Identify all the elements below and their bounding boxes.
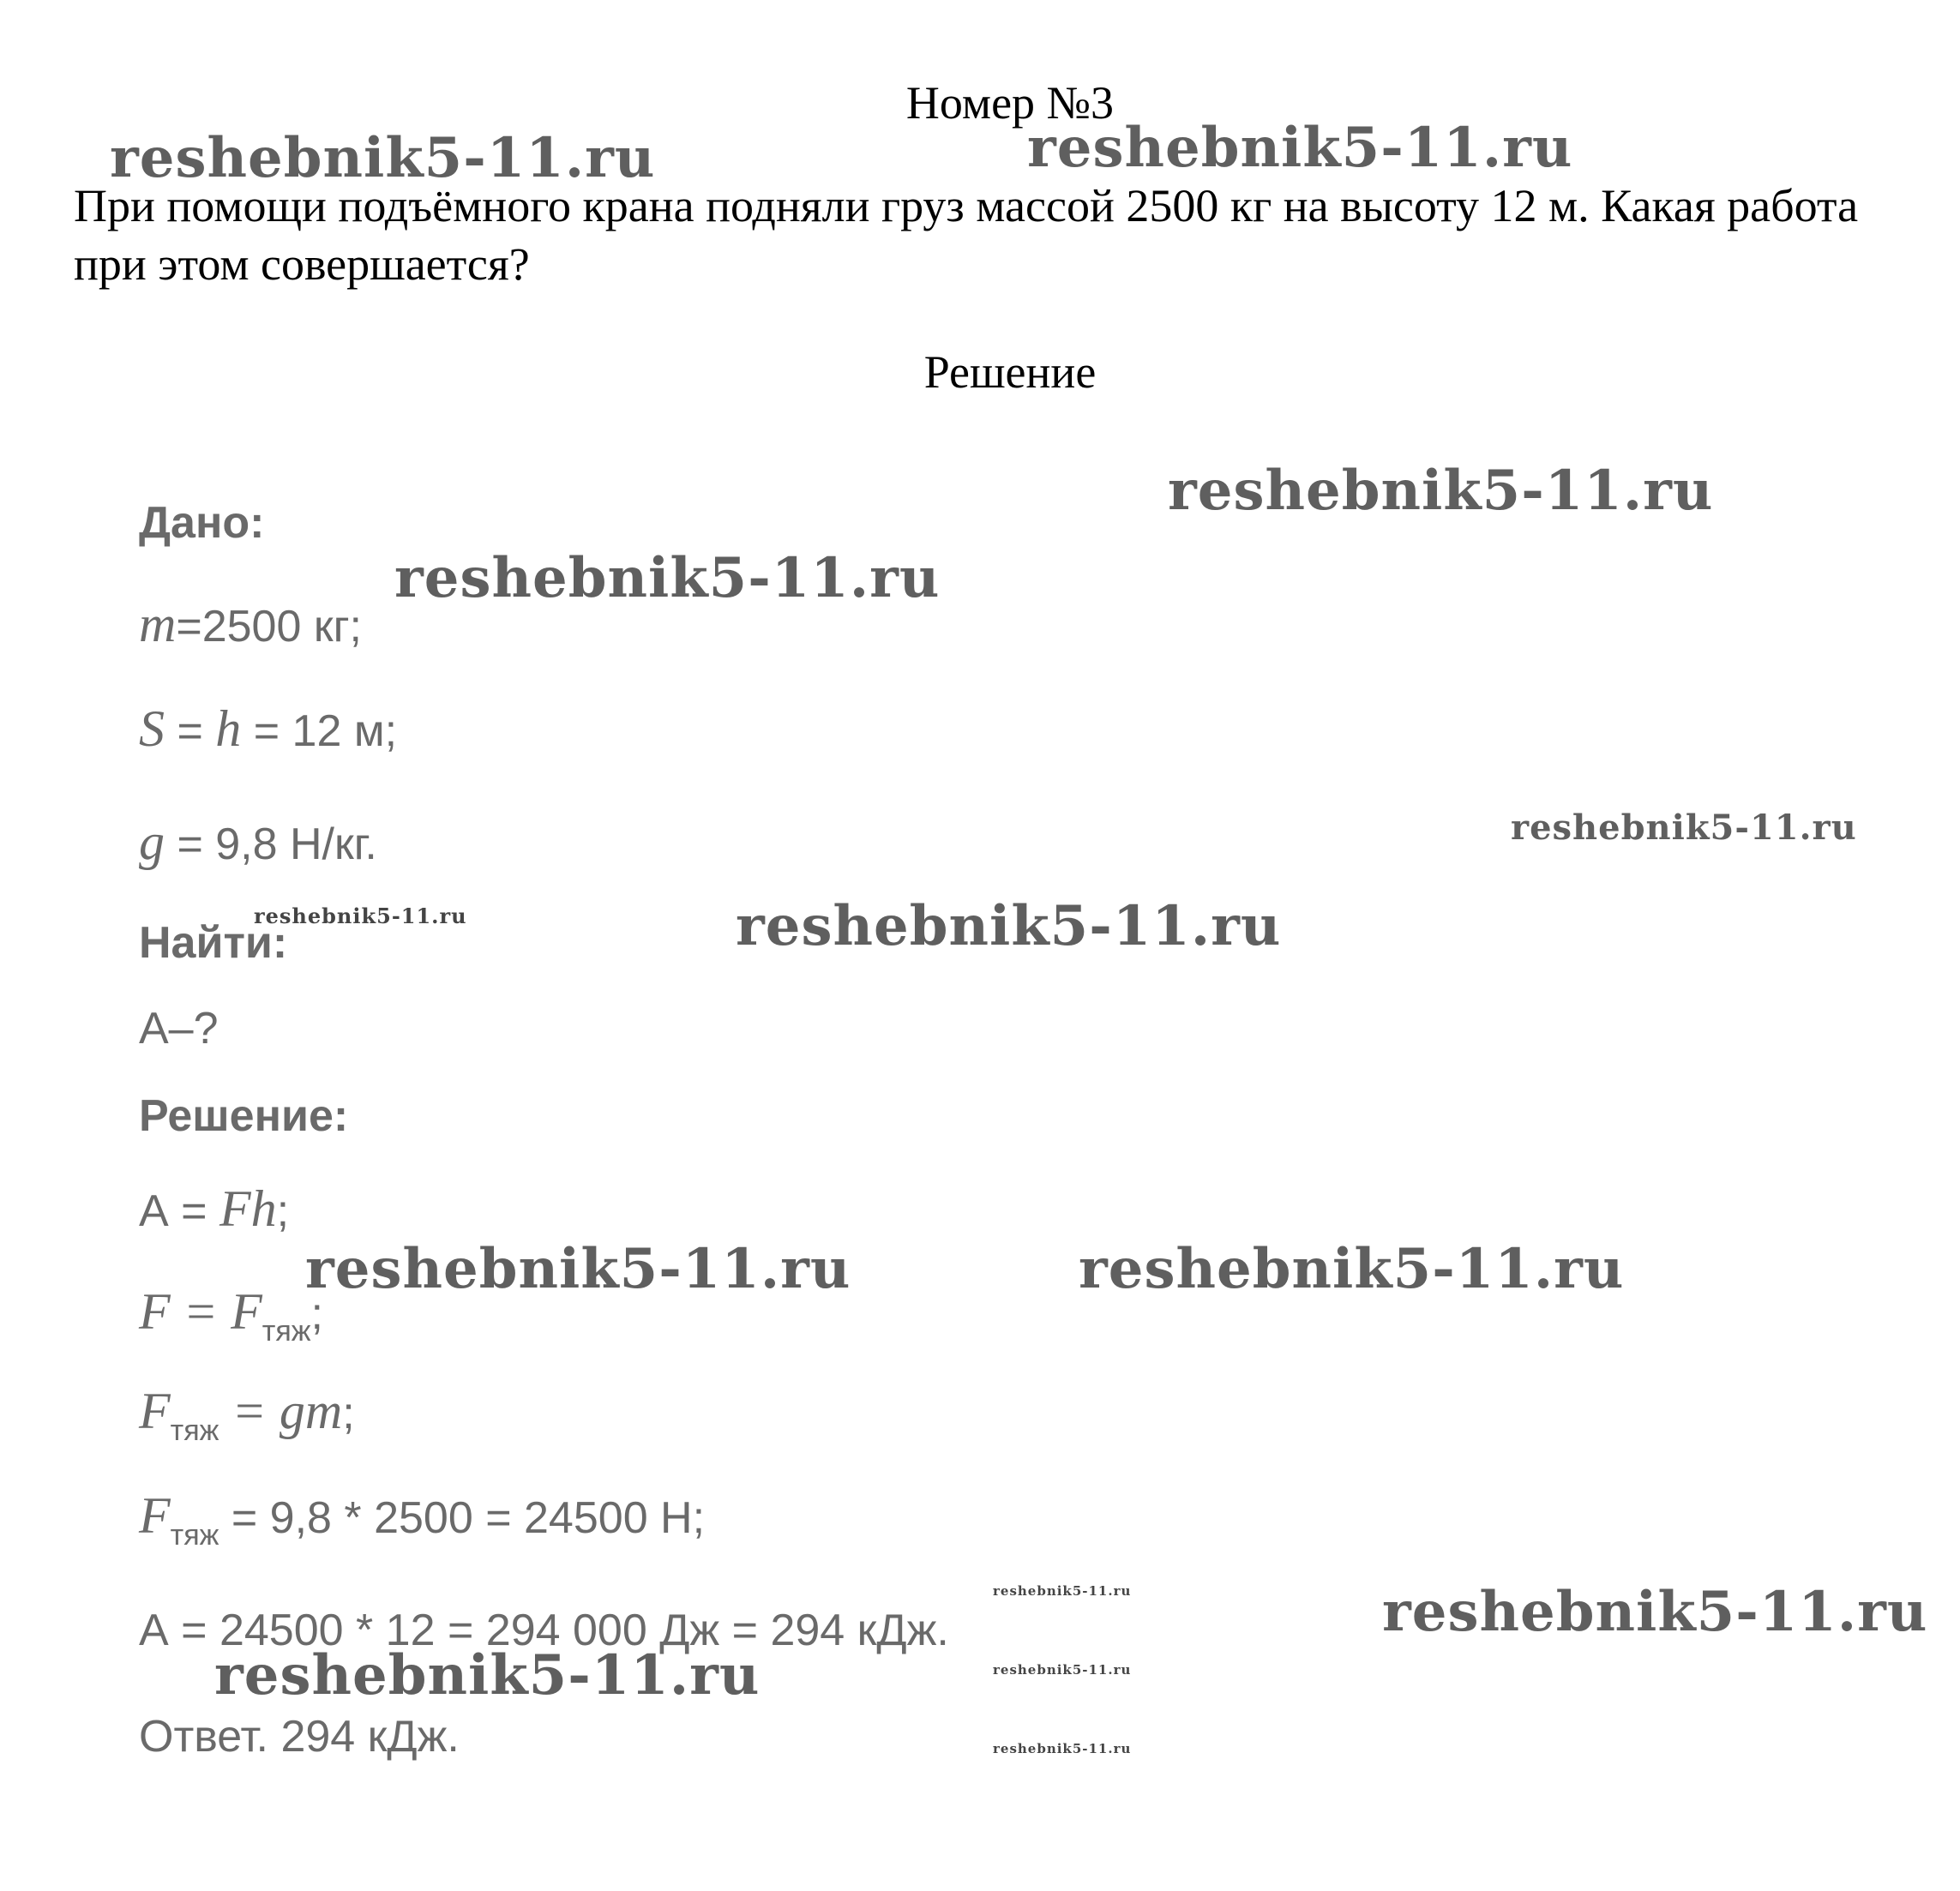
solution-label: Решение: bbox=[139, 1091, 349, 1141]
s-equals: = bbox=[165, 706, 216, 756]
eq4-rest: = 9,8 * 2500 = 24500 Н; bbox=[219, 1493, 706, 1543]
watermark: reshebnik5-11.ru bbox=[305, 1237, 851, 1301]
watermark: reshebnik5-11.ru bbox=[1079, 1237, 1625, 1301]
page-title: Номер №3 bbox=[905, 77, 1115, 129]
watermark: reshebnik5-11.ru bbox=[1511, 807, 1857, 848]
given-label: Дано: bbox=[139, 498, 265, 548]
given-mass bbox=[139, 598, 362, 652]
given-gravity bbox=[139, 813, 377, 870]
mass-symbol: m bbox=[139, 596, 177, 652]
given-height bbox=[139, 700, 398, 757]
watermark: reshebnik5-11.ru bbox=[1168, 459, 1714, 523]
watermark: reshebnik5-11.ru bbox=[993, 1741, 1132, 1756]
watermark: reshebnik5-11.ru bbox=[214, 1643, 761, 1708]
eq2-lhs: F = F bbox=[139, 1283, 262, 1340]
answer-line: Ответ. 294 кДж. bbox=[139, 1712, 460, 1762]
watermark: reshebnik5-11.ru bbox=[736, 894, 1282, 958]
mass-value: =2500 кг; bbox=[176, 602, 363, 651]
eq2-suffix: ; bbox=[310, 1289, 323, 1339]
eq1-suffix: ; bbox=[276, 1186, 290, 1236]
eq3-rhs: = gm bbox=[219, 1383, 343, 1439]
watermark: reshebnik5-11.ru bbox=[993, 1583, 1132, 1599]
equation-gravity-force bbox=[139, 1383, 355, 1447]
equation-force-value bbox=[139, 1487, 706, 1552]
eq3-f: F bbox=[139, 1383, 171, 1439]
problem-statement: При помощи подъёмного крана подняли груз массой 2500 кг на высоту 12 м. Какая работа при этом совершается? bbox=[74, 180, 1859, 290]
equation-work bbox=[139, 1180, 290, 1237]
watermark: reshebnik5-11.ru bbox=[110, 126, 656, 190]
g-symbol: g bbox=[139, 813, 165, 870]
watermark: reshebnik5-11.ru bbox=[1382, 1580, 1928, 1644]
height-value: = 12 м; bbox=[241, 706, 398, 756]
eq4-subscript: тяж bbox=[170, 1519, 219, 1552]
solution-heading: Решение bbox=[923, 346, 1097, 398]
equation-force bbox=[139, 1283, 323, 1348]
s-symbol: S bbox=[139, 700, 165, 757]
h-symbol: h bbox=[215, 700, 242, 757]
watermark: reshebnik5-11.ru bbox=[254, 903, 467, 928]
eq1-math: Fh bbox=[219, 1180, 277, 1237]
find-value: А–? bbox=[139, 1004, 219, 1054]
eq4-f: F bbox=[139, 1487, 171, 1544]
eq3-suffix: ; bbox=[342, 1389, 355, 1438]
find-label: Найти: bbox=[139, 918, 288, 968]
watermark: reshebnik5-11.ru bbox=[1027, 116, 1573, 180]
equation-work-value: А = 24500 * 12 = 294 000 Дж = 294 кДж. bbox=[139, 1606, 949, 1655]
eq3-subscript: тяж bbox=[170, 1414, 219, 1447]
watermark: reshebnik5-11.ru bbox=[394, 546, 941, 610]
watermark: reshebnik5-11.ru bbox=[993, 1662, 1132, 1678]
eq1-prefix: А = bbox=[139, 1186, 219, 1236]
gravity-value: = 9,8 Н/кг. bbox=[165, 819, 377, 869]
eq2-subscript: тяж bbox=[262, 1315, 311, 1348]
